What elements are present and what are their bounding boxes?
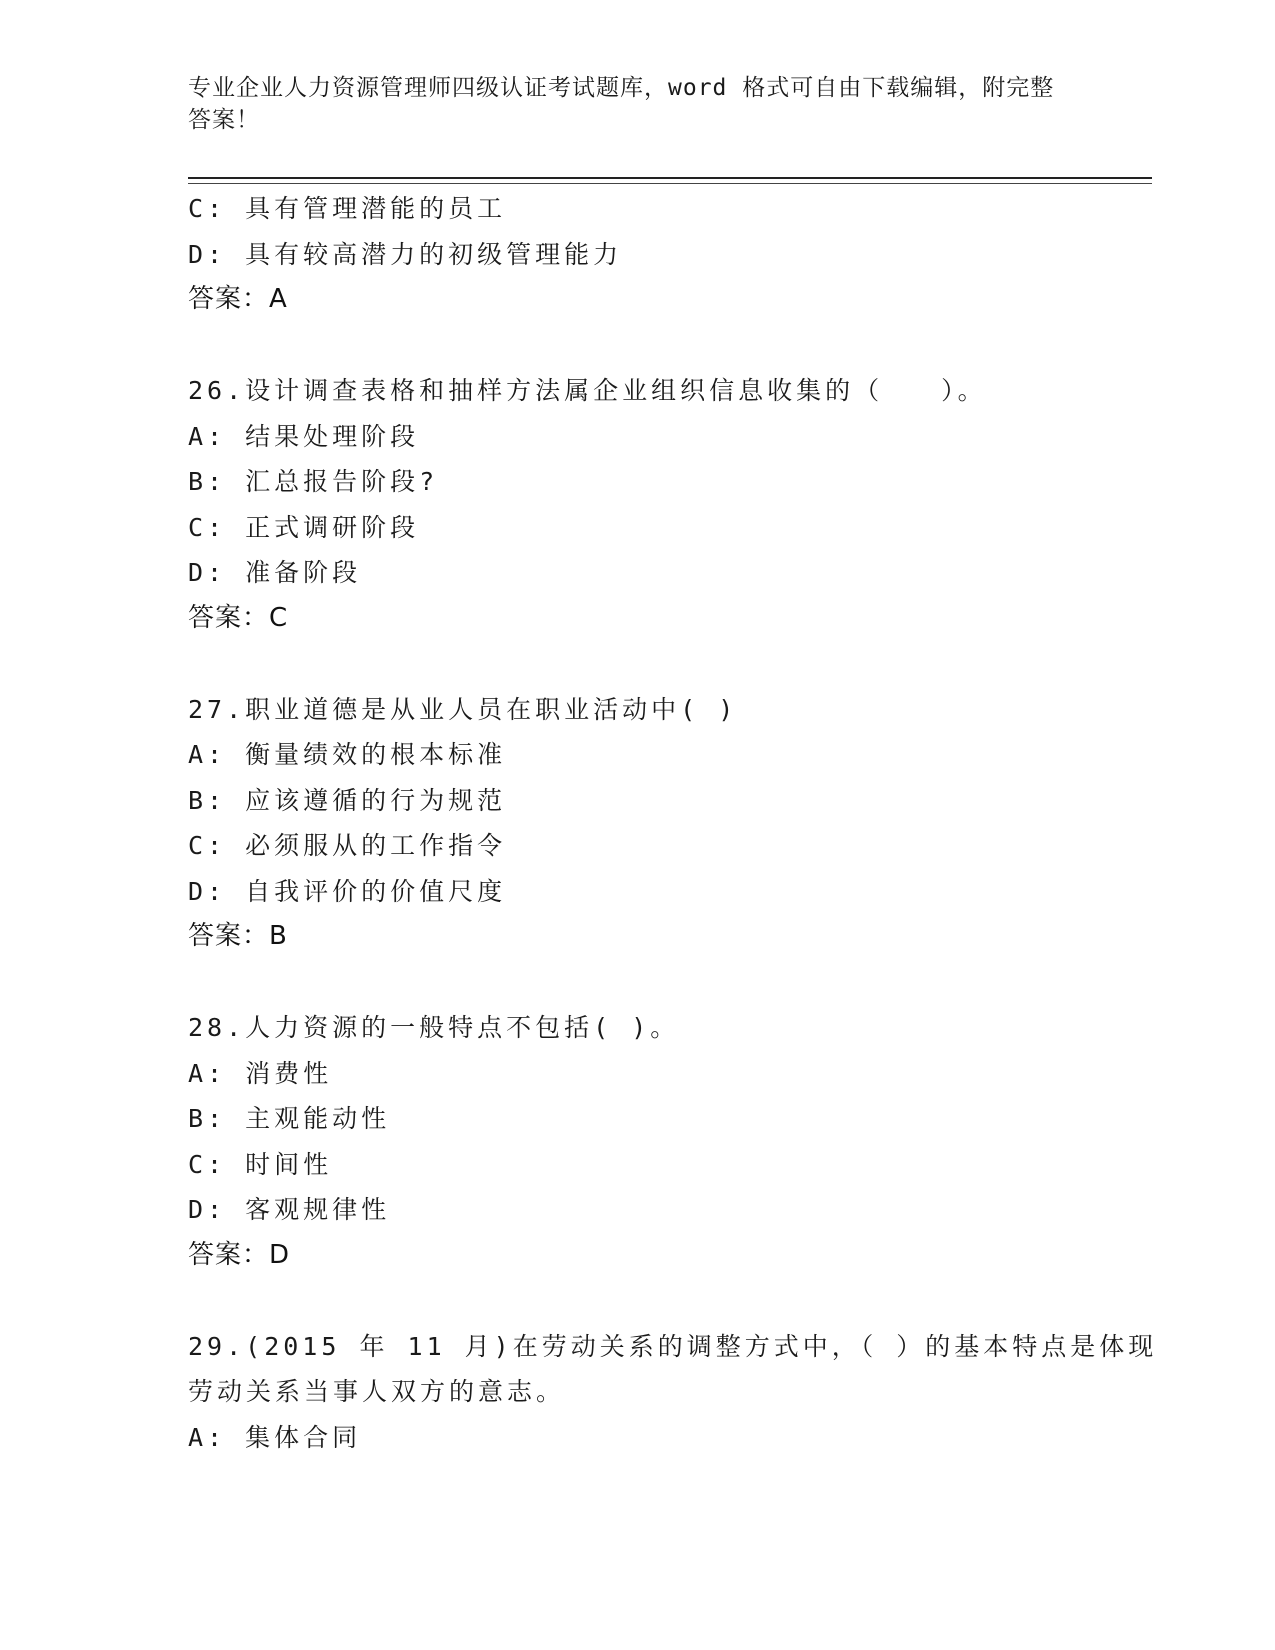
q26-option-a: A: 结果处理阶段 xyxy=(188,421,420,451)
q25-answer: 答案：A xyxy=(188,284,288,314)
q28-question: 28.人力资源的一般特点不包括( )。 xyxy=(188,1013,680,1042)
q28-option-a: A: 消费性 xyxy=(188,1058,333,1088)
header-divider-thick xyxy=(188,177,1152,179)
q25-option-d: D: 具有较高潜力的初级管理能力 xyxy=(188,239,623,269)
q26-option-b: B: 汇总报告阶段? xyxy=(188,467,439,496)
spacer xyxy=(188,323,1152,369)
question-list xyxy=(188,186,1158,1460)
page-header: 专业企业人力资源管理师四级认证考试题库，word 格式可自由下载编辑，附完整答案！ xyxy=(188,75,1055,133)
q27-option-d: D: 自我评价的价值尺度 xyxy=(188,876,507,906)
q27-option-b: B: 应该遵循的行为规范 xyxy=(188,785,507,815)
spacer xyxy=(188,960,1152,1006)
q27-question: 27.职业道德是从业人员在职业活动中( ) xyxy=(188,694,738,724)
q27-option-c: C: 必须服从的工作指令 xyxy=(188,831,507,860)
header-divider-thin xyxy=(188,183,1152,184)
q28-option-b: B: 主观能动性 xyxy=(188,1104,391,1133)
q28-option-c: C: 时间性 xyxy=(188,1149,333,1179)
q29-question-line1: 29.(2015 年 11 月)在劳动关系的调整方式中，（ ）的基本特点是体现 xyxy=(188,1331,1158,1361)
q26-option-c: C: 正式调研阶段 xyxy=(188,512,420,542)
q27-option-a: A: 衡量绩效的根本标准 xyxy=(188,740,507,769)
q26-question: 26.设计调查表格和抽样方法属企业组织信息收集的（ ）。 xyxy=(188,376,987,405)
q28-option-d: D: 客观规律性 xyxy=(188,1195,391,1224)
q25-option-c: C: 具有管理潜能的员工 xyxy=(188,194,507,223)
q26-option-d: D: 准备阶段 xyxy=(188,558,362,587)
q27-answer: 答案：B xyxy=(188,921,288,951)
q26-answer: 答案：C xyxy=(188,602,289,633)
q29-question-line2: 劳动关系当事人双方的意志。 xyxy=(188,1377,566,1406)
q29-option-a: A: 集体合同 xyxy=(188,1422,362,1452)
q28-answer: 答案：D xyxy=(188,1239,291,1270)
spacer xyxy=(188,641,1152,687)
spacer xyxy=(188,1278,1152,1324)
